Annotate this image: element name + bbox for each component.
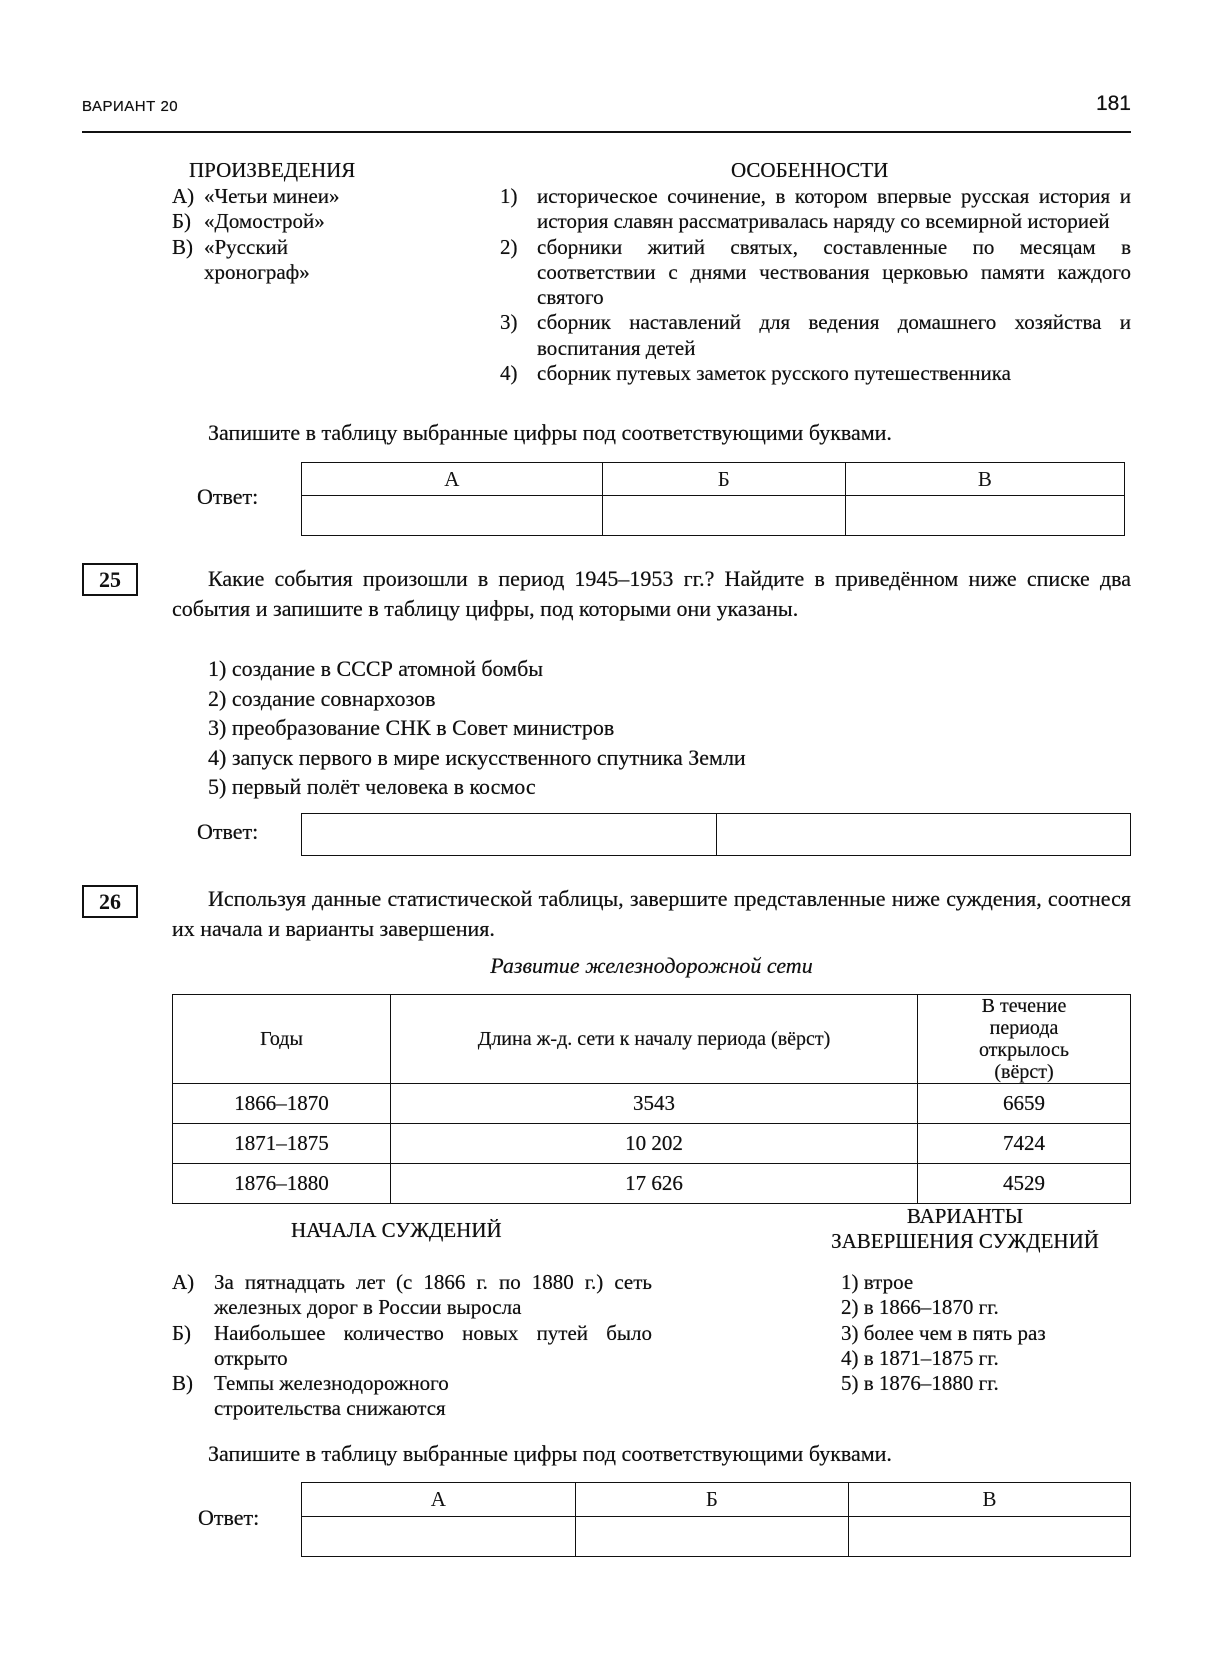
work-letter: В) <box>172 234 193 259</box>
instruction: Запишите в таблицу выбранные цифры под соответствующими буквами. <box>208 1441 892 1466</box>
cell-opened: 6659 <box>918 1084 1131 1124</box>
cell-years: 1866–1870 <box>173 1084 391 1124</box>
work-text: «Четьи минеи» <box>204 184 340 208</box>
col-a: А <box>302 1483 576 1517</box>
cell-length: 3543 <box>391 1084 918 1124</box>
answer-cell-v[interactable] <box>849 1517 1131 1557</box>
work-letter: Б) <box>172 209 192 234</box>
option: 5) первый полёт человека в космос <box>208 774 536 799</box>
statistics-table <box>172 994 1131 1204</box>
col-v: В <box>849 1483 1131 1517</box>
option: 3) преобразование СНК в Совет министров <box>208 715 615 740</box>
question-26-text: Используя данные статистической таблицы, завершите представленные ниже суждения, соотнеся их начала и варианты завершения. <box>172 886 1131 941</box>
answer-cell-1[interactable] <box>302 814 717 856</box>
table-caption: Развитие железнодорожной сети <box>490 953 813 978</box>
feature-text: сборник путевых заметок русского путешественника <box>537 361 1011 386</box>
cell-opened: 4529 <box>918 1164 1131 1204</box>
question-25-text: Какие события произошли в период 1945–1953 гг.? Найдите в приведённом ниже списке два события и запишите в таблицу цифры, под которыми они указаны. <box>172 566 1131 621</box>
answer-label: Ответ: <box>198 1505 260 1530</box>
answer-cell-a[interactable] <box>302 496 603 536</box>
option: 1) создание в СССР атомной бомбы <box>208 656 544 681</box>
answer-label: Ответ: <box>197 819 259 844</box>
cell-years: 1876–1880 <box>173 1164 391 1204</box>
feature-number: 4) <box>500 361 518 386</box>
beginning-text: Темпы железнодорожного строительства снижаются <box>214 1371 449 1421</box>
beginnings-title: НАЧАЛА СУЖДЕНИЙ <box>291 1218 502 1242</box>
answer-cell-b[interactable] <box>602 496 845 536</box>
features-title: ОСОБЕННОСТИ <box>731 158 889 182</box>
work-letter: А) <box>172 184 195 208</box>
beginning-text: Наибольшее количество новых путей было открыто <box>214 1320 652 1370</box>
beginnings-list <box>172 1270 652 1422</box>
col-b: Б <box>575 1483 849 1517</box>
header-length: Длина ж-д. сети к началу периода (вёрст) <box>391 995 918 1084</box>
header-rule <box>82 131 1131 133</box>
beginning-text: За пятнадцать лет (с 1866 г. по 1880 г.) сеть железных дорог в России выросла <box>214 1270 652 1320</box>
cell-length: 10 202 <box>391 1124 918 1164</box>
header-opened: В течение периода открылось (вёрст) <box>918 995 1131 1084</box>
feature-number: 3) <box>500 310 518 335</box>
ending: 1) втрое <box>841 1270 914 1294</box>
works-list <box>172 184 402 285</box>
answer-cell-v[interactable] <box>845 496 1124 536</box>
ending: 4) в 1871–1875 гг. <box>841 1345 999 1370</box>
answer-cell-b[interactable] <box>575 1517 849 1557</box>
answer-cell-a[interactable] <box>302 1517 576 1557</box>
question-number-25: 25 <box>82 563 138 596</box>
beginning-letter: В) <box>172 1371 193 1396</box>
option: 2) создание совнархозов <box>208 685 436 711</box>
cell-opened: 7424 <box>918 1124 1131 1164</box>
endings-title-line: ВАРИАНТЫ <box>906 1204 1024 1228</box>
feature-number: 2) <box>500 234 518 259</box>
question-number-26: 26 <box>82 885 138 918</box>
beginning-letter: А) <box>172 1270 195 1294</box>
features-list <box>500 184 1131 386</box>
answer-table-26 <box>301 1482 1131 1557</box>
endings-title-line: ЗАВЕРШЕНИЯ СУЖДЕНИЙ <box>831 1229 1099 1253</box>
page-number: 181 <box>1095 92 1131 115</box>
answer-cell-2[interactable] <box>717 814 1131 856</box>
question-25-options <box>208 654 746 802</box>
feature-text: сборник наставлений для ведения домашнего хозяйства и воспитания детей <box>537 310 1131 360</box>
feature-number: 1) <box>500 184 518 208</box>
cell-length: 17 626 <box>391 1164 918 1204</box>
ending: 3) более чем в пять раз <box>841 1320 1046 1345</box>
answer-table-25 <box>301 813 1131 856</box>
ending: 2) в 1866–1870 гг. <box>841 1295 999 1320</box>
endings-title <box>810 1204 1120 1254</box>
header-years: Годы <box>173 995 391 1084</box>
ending: 5) в 1876–1880 гг. <box>841 1371 999 1396</box>
answer-label: Ответ: <box>197 484 259 509</box>
option: 4) запуск первого в мире искусственного спутника Земли <box>208 744 746 770</box>
endings-list <box>841 1270 1046 1396</box>
feature-text: историческое сочинение, в котором впервые русская история и история славян рассматривалась наряду со всемирной историей <box>537 184 1131 234</box>
cell-years: 1871–1875 <box>173 1124 391 1164</box>
col-a: А <box>302 463 603 496</box>
variant-label: ВАРИАНТ 20 <box>82 98 179 115</box>
instruction: Запишите в таблицу выбранные цифры под соответствующими буквами. <box>208 420 892 445</box>
feature-text: сборники житий святых, составленные по месяцам в соответствии с днями чествования церковью памяти каждого святого <box>537 234 1131 310</box>
col-b: Б <box>602 463 845 496</box>
work-text: «Русский хронограф» <box>204 234 310 284</box>
works-title: ПРОИЗВЕДЕНИЯ <box>189 158 356 182</box>
work-text: «Домострой» <box>204 209 325 234</box>
answer-table-24 <box>301 462 1125 536</box>
beginning-letter: Б) <box>172 1320 192 1345</box>
col-v: В <box>845 463 1124 496</box>
